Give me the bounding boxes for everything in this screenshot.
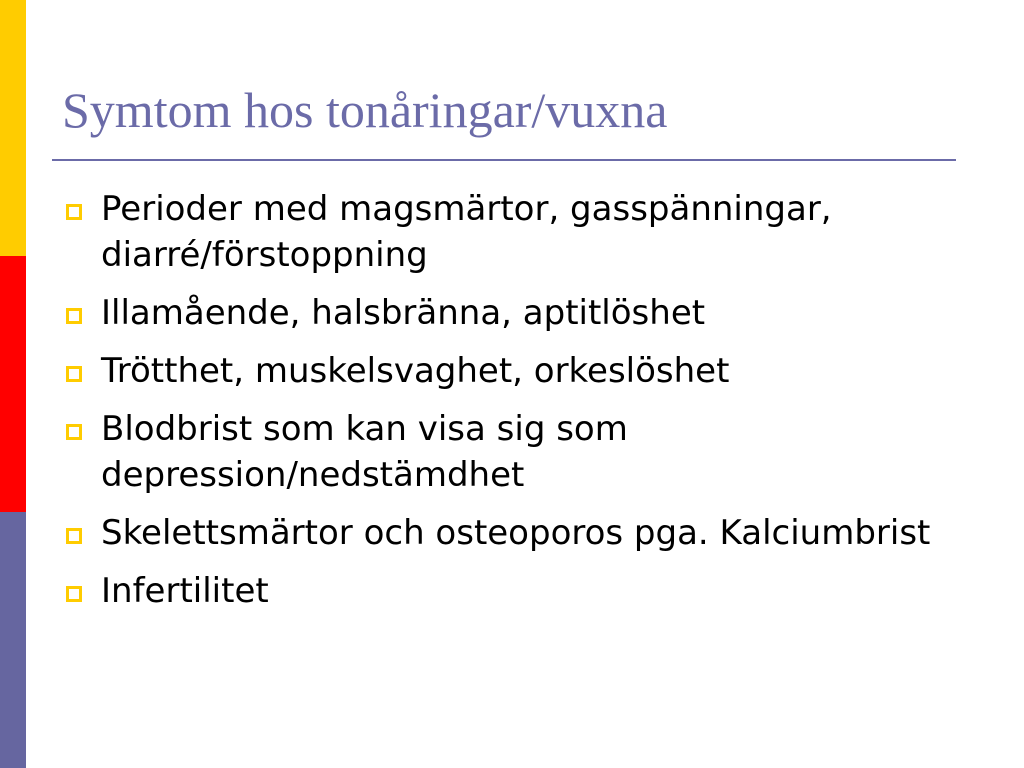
title-underline [52,159,956,161]
bullet-item [62,348,982,394]
bullet-text: Illamående, halsbränna, aptitlöshet [101,293,706,333]
hollow-square-bullet-icon [66,424,82,440]
slide-title: Symtom hos tonåringar/vuxna [62,82,668,138]
bullet-item [62,406,982,498]
bullet-text: Skelettsmärtor och osteoporos pga. Kalciumbrist [101,513,931,553]
bullet-text: Blodbrist som kan visa sig som depression/nedstämdhet [101,409,628,495]
bullet-text: Perioder med magsmärtor, gasspänningar, diarré/förstoppning [101,189,832,275]
hollow-square-bullet-icon [66,366,82,382]
accent-stripe-yellow [0,0,26,256]
hollow-square-bullet-icon [66,528,82,544]
accent-stripe-red [0,256,26,512]
bullet-text: Trötthet, muskelsvaghet, orkeslöshet [101,351,730,391]
hollow-square-bullet-icon [66,204,82,220]
bullet-list [62,186,982,626]
hollow-square-bullet-icon [66,308,82,324]
bullet-item [62,568,982,614]
bullet-text: Infertilitet [101,571,269,611]
hollow-square-bullet-icon [66,586,82,602]
accent-stripe-blue [0,512,26,768]
bullet-item [62,186,982,278]
bullet-item [62,290,982,336]
bullet-item [62,510,982,556]
